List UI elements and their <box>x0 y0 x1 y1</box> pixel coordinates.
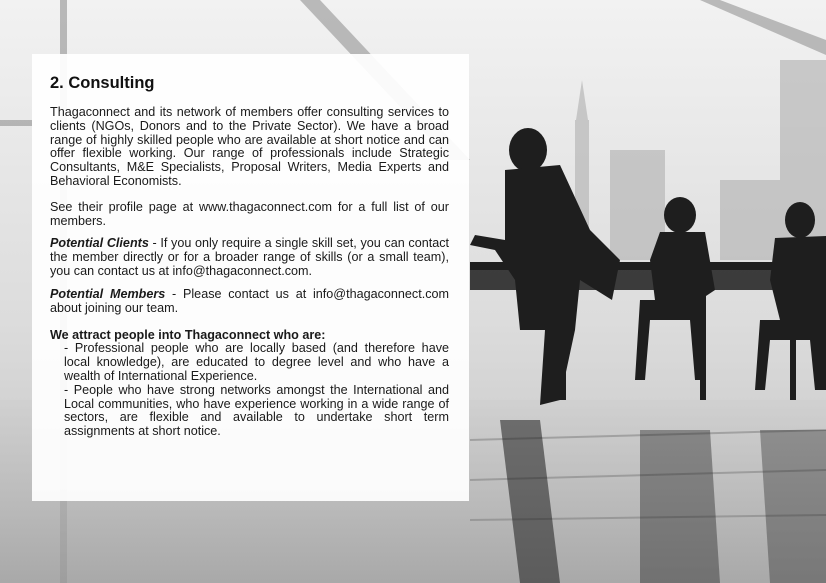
intro-paragraph: Thagaconnect and its network of members offer consulting services to clients (NGOs, Donors and to the Private Sector). We have a broad range of highly skilled people who are available at short notice and can offer flexible working. Our range of professionals include Strategic Consultants, M&E Specialists, Proposal Writers, Media Experts and Behavioral Economists. <box>50 105 449 188</box>
clients-text: - If you only require a single skill set, you can contact the member directly or for a broader range of skills (or a small team), you can contact us at info@thagaconnect.com. <box>50 236 450 278</box>
section-title: 2. Consulting <box>50 74 155 92</box>
bullet-item: - People who have strong networks amongst the International and Local communities, who have experience working in a wide range of sectors, are flexible and available to undertake short term assignments at short notice. <box>64 382 449 439</box>
clients-label: Potential Clients <box>50 236 149 251</box>
clients-paragraph <box>50 237 449 278</box>
members-text: - Please contact us at info@thagaconnect.com about joining our team. <box>50 286 449 315</box>
bullet-item: - Professional people who are locally based (and therefore have local knowledge), are educated to degree level and who have a wealth of International Experience. <box>64 341 449 383</box>
consulting-panel <box>32 54 469 501</box>
members-paragraph <box>50 288 449 316</box>
attract-heading: We attract people into Thagaconnect who are: <box>50 328 326 343</box>
members-label: Potential Members <box>50 286 166 301</box>
profile-paragraph: See their profile page at www.thagaconnect.com for a full list of our members. <box>50 199 449 228</box>
